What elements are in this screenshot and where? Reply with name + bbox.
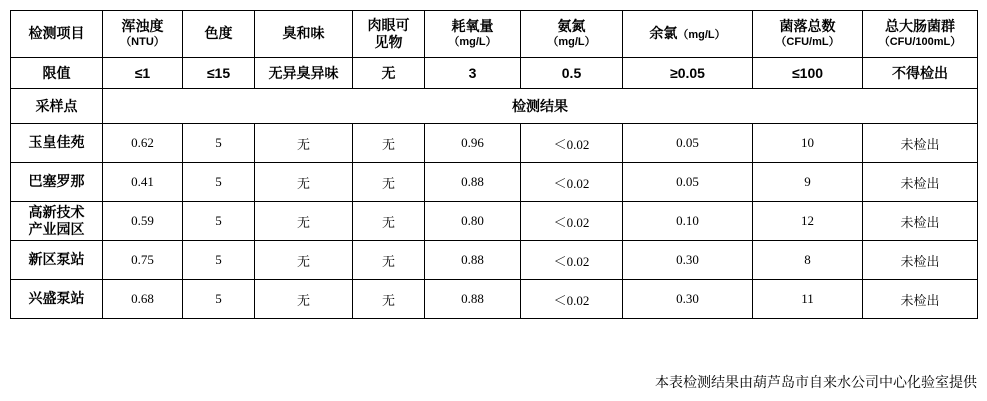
cell-ammonia-nitrogen: ＜0.02: [521, 163, 623, 202]
row-site-name: 新区泵站: [11, 241, 103, 280]
cell-visible-matter: 无: [353, 202, 425, 241]
header-odor-title: 臭和味: [282, 25, 325, 42]
cell-odor: 无: [255, 202, 353, 241]
cell-chroma: 5: [183, 280, 255, 319]
cell-residual-chlorine: 0.30: [623, 280, 753, 319]
table-row: [11, 202, 978, 241]
water-quality-report: [10, 10, 977, 319]
row-site-name: 兴盛泵站: [11, 280, 103, 319]
cell-visible-matter: 无: [353, 241, 425, 280]
cell-coliform: 未检出: [863, 124, 978, 163]
row-site-name: [11, 202, 103, 241]
cell-residual-chlorine: 0.05: [623, 163, 753, 202]
header-cell-ammonia-nitrogen: [521, 11, 623, 58]
header-visible-matter-title: 肉眼可: [367, 16, 410, 33]
limit-row: [11, 58, 978, 89]
header-item-title: 检测项目: [28, 25, 85, 42]
header-coliform-unit: （CFU/100mL）: [878, 35, 962, 48]
table-row: [11, 163, 978, 202]
limit-row-label: 限值: [11, 58, 103, 89]
limit-oxygen-consumption: 3: [425, 58, 521, 89]
cell-oxygen-consumption: 0.88: [425, 241, 521, 280]
cell-odor: 无: [255, 280, 353, 319]
cell-colony-count: 9: [753, 163, 863, 202]
header-cell-odor: [255, 11, 353, 58]
row-site-name: 玉皇佳苑: [11, 124, 103, 163]
header-turbidity-title: 浑浊度: [121, 18, 164, 35]
cell-coliform: 未检出: [863, 202, 978, 241]
cell-colony-count: 8: [753, 241, 863, 280]
limit-turbidity: ≤1: [103, 58, 183, 89]
cell-visible-matter: 无: [353, 280, 425, 319]
row-site-name: 巴塞罗那: [11, 163, 103, 202]
header-cell-visible-matter: [353, 11, 425, 58]
cell-coliform: 未检出: [863, 241, 978, 280]
cell-oxygen-consumption: 0.80: [425, 202, 521, 241]
cell-odor: 无: [255, 241, 353, 280]
table-header-row: [11, 11, 978, 58]
header-turbidity-unit: （NTU）: [120, 35, 165, 48]
limit-colony-count: ≤100: [753, 58, 863, 89]
header-oxygen-unit: （mg/L）: [448, 35, 497, 48]
limit-residual-chlorine: ≥0.05: [623, 58, 753, 89]
header-coliform-title: 总大肠菌群: [885, 18, 955, 35]
cell-turbidity: 0.62: [103, 124, 183, 163]
table-row: [11, 124, 978, 163]
header-cell-oxygen-consumption: [425, 11, 521, 58]
cell-odor: 无: [255, 124, 353, 163]
cell-visible-matter: 无: [353, 124, 425, 163]
cell-odor: 无: [255, 163, 353, 202]
cell-chroma: 5: [183, 124, 255, 163]
header-cell-turbidity: [103, 11, 183, 58]
cell-residual-chlorine: 0.10: [623, 202, 753, 241]
header-cell-chroma: [183, 11, 255, 58]
limit-ammonia-nitrogen: 0.5: [521, 58, 623, 89]
cell-turbidity: 0.68: [103, 280, 183, 319]
cell-oxygen-consumption: 0.88: [425, 163, 521, 202]
cell-colony-count: 12: [753, 202, 863, 241]
header-ammonia-unit: （mg/L）: [547, 35, 596, 48]
header-chlorine-title: 余氯: [649, 25, 678, 42]
cell-turbidity: 0.59: [103, 202, 183, 241]
header-colony-unit: （CFU/mL）: [775, 35, 840, 48]
cell-chroma: 5: [183, 241, 255, 280]
cell-chroma: 5: [183, 202, 255, 241]
header-chlorine-unit: （mg/L）: [677, 29, 726, 42]
limit-visible-matter: 无: [353, 58, 425, 89]
cell-oxygen-consumption: 0.88: [425, 280, 521, 319]
header-visible-matter-title2: 见物: [374, 34, 403, 50]
table-row: [11, 280, 978, 319]
section-row: [11, 89, 978, 124]
header-cell-colony-count: [753, 11, 863, 58]
cell-colony-count: 11: [753, 280, 863, 319]
section-row-label: 采样点: [11, 89, 103, 124]
cell-ammonia-nitrogen: ＜0.02: [521, 241, 623, 280]
cell-residual-chlorine: 0.05: [623, 124, 753, 163]
cell-ammonia-nitrogen: ＜0.02: [521, 280, 623, 319]
header-oxygen-title: 耗氧量: [451, 18, 494, 35]
row-site-name-line1: 高新技术: [28, 203, 85, 220]
cell-coliform: 未检出: [863, 280, 978, 319]
cell-ammonia-nitrogen: ＜0.02: [521, 124, 623, 163]
cell-ammonia-nitrogen: ＜0.02: [521, 202, 623, 241]
header-cell-residual-chlorine: [623, 11, 753, 58]
header-ammonia-title: 氨氮: [557, 18, 586, 35]
header-chroma-title: 色度: [204, 25, 233, 42]
header-cell-coliform: [863, 11, 978, 58]
table-row: [11, 241, 978, 280]
cell-turbidity: 0.75: [103, 241, 183, 280]
limit-odor: 无异臭异味: [255, 58, 353, 89]
header-colony-title: 菌落总数: [779, 18, 836, 35]
cell-oxygen-consumption: 0.96: [425, 124, 521, 163]
cell-residual-chlorine: 0.30: [623, 241, 753, 280]
cell-coliform: 未检出: [863, 163, 978, 202]
row-site-name-line2: 产业园区: [28, 221, 85, 237]
cell-chroma: 5: [183, 163, 255, 202]
limit-coliform: 不得检出: [863, 58, 978, 89]
cell-visible-matter: 无: [353, 163, 425, 202]
limit-chroma: ≤15: [183, 58, 255, 89]
report-footnote: 本表检测结果由葫芦岛市自来水公司中心化验室提供: [655, 374, 977, 390]
section-row-value: 检测结果: [103, 89, 978, 124]
cell-turbidity: 0.41: [103, 163, 183, 202]
header-cell-item: [11, 11, 103, 58]
water-quality-table: [10, 10, 978, 319]
cell-colony-count: 10: [753, 124, 863, 163]
